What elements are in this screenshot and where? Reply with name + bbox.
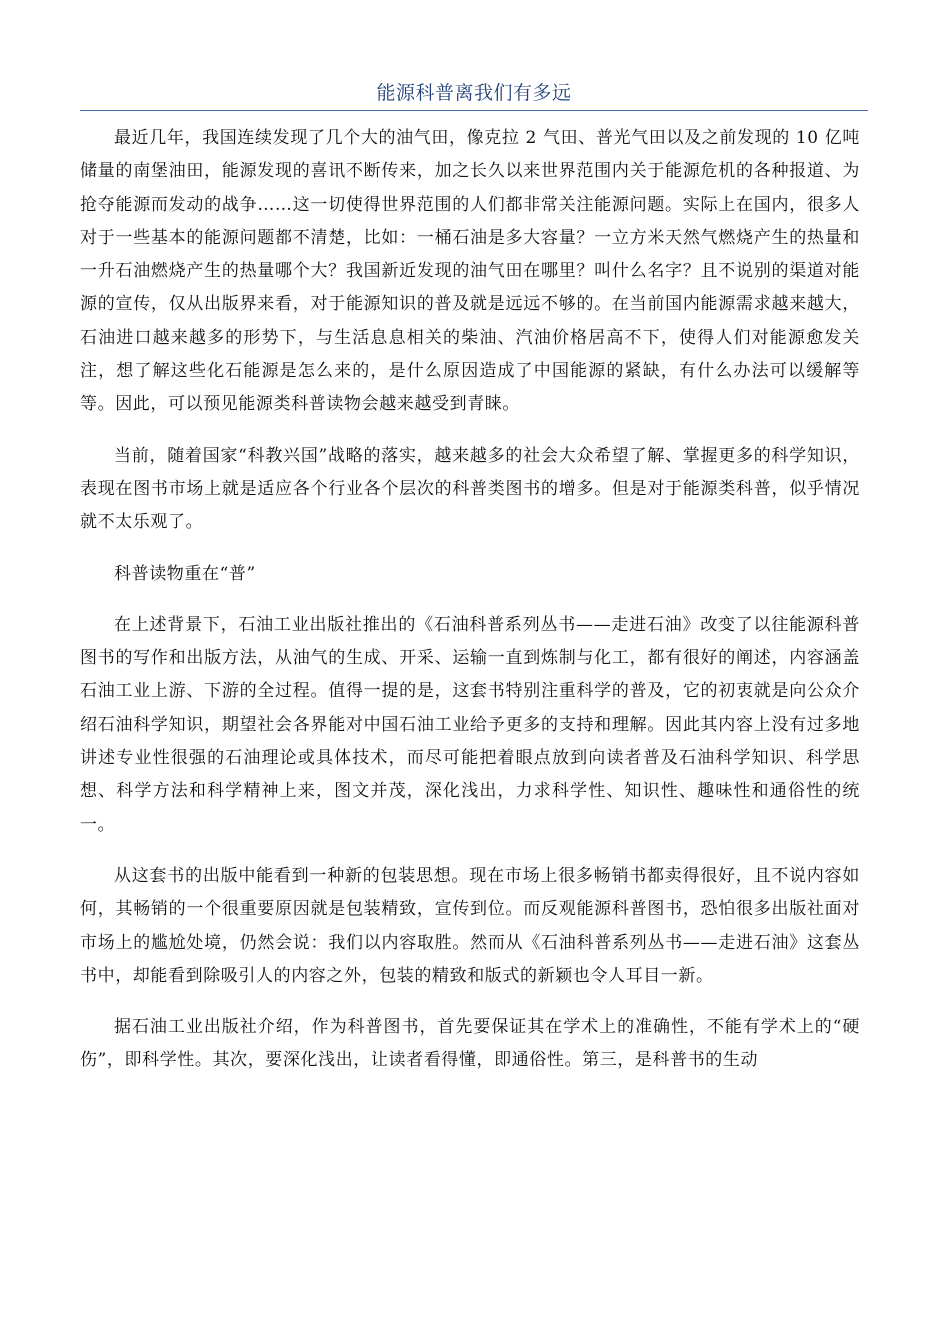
page-title: 能源科普离我们有多远	[376, 82, 572, 104]
paragraph-book-series: 在上述背景下，石油工业出版社推出的《石油科普系列丛书——走进石油》改变了以往能源科普图书的写作和出版方法，从油气的生成、开采、运输一直到炼制与化工，都有很好的阐述，内容涵盖石油工业上游、下游的全过程。值得一提的是，这套书特别注重科学的普及，它的初衷就是向公众介绍石油科学知识，期望社会各界能对中国石油工业给予更多的支持和理解。因此其内容上没有过多地讲述专业性很强的石油理论或具体技术，而尽可能把着眼点放到向读者普及石油科学知识、科学思想、科学方法和科学精神上来，图文并茂，深化浅出，力求科学性、知识性、趣味性和通俗性的统一。	[80, 614, 860, 835]
page-header	[80, 78, 868, 111]
paragraph-publisher-intro: 据石油工业出版社介绍，作为科普图书，首先要保证其在学术上的准确性，不能有学术上的“硬伤”，即科学性。其次，要深化浅出，让读者看得懂，即通俗性。第三，是科普书的生动	[80, 1017, 860, 1071]
article-body	[80, 122, 860, 1096]
section-subheading: 科普读物重在“普”	[114, 563, 256, 584]
paragraph-packaging: 从这套书的出版中能看到一种新的包装思想。现在市场上很多畅销书都卖得很好，且不说内容如何，其畅销的一个很重要原因就是包装精致，宣传到位。而反观能源科普图书，恐怕很多出版社面对市场上的尴尬处境，仍然会说：我们以内容取胜。然而从《石油科普系列丛书——走进石油》这套丛书中，却能看到除吸引人的内容之外，包装的精致和版式的新颖也令人耳目一新。	[80, 865, 860, 986]
paragraph-current-situation: 当前，随着国家“科教兴国”战略的落实，越来越多的社会大众希望了解、掌握更多的科学知识，表现在图书市场上就是适应各个行业各个层次的科普类图书的增多。但是对于能源类科普，似乎情况就不太乐观了。	[80, 445, 860, 533]
paragraph-intro: 最近几年，我国连续发现了几个大的油气田，像克拉 2 气田、普光气田以及之前发现的 10 亿吨储量的南堡油田，能源发现的喜讯不断传来，加之长久以来世界范围内关于能源危机的各种报道、为抢夺能源而发动的战争……这一切使得世界范围的人们都非常关注能源问题。实际上在国内，很多人对于一些基本的能源问题都不清楚，比如：一桶石油是多大容量？一立方米天然气燃烧产生的热量和一升石油燃烧产生的热量哪个大？我国新近发现的油气田在哪里？叫什么名字？且不说别的渠道对能源的宣传，仅从出版界来看，对于能源知识的普及就是远远不够的。在当前国内能源需求越来越大，石油进口越来越多的形势下，与生活息息相关的柴油、汽油价格居高不下，使得人们对能源愈发关注，想了解这些化石能源是怎么来的，是什么原因造成了中国能源的紧缺，有什么办法可以缓解等等。因此，可以预见能源类科普读物会越来越受到青睐。	[80, 128, 860, 415]
